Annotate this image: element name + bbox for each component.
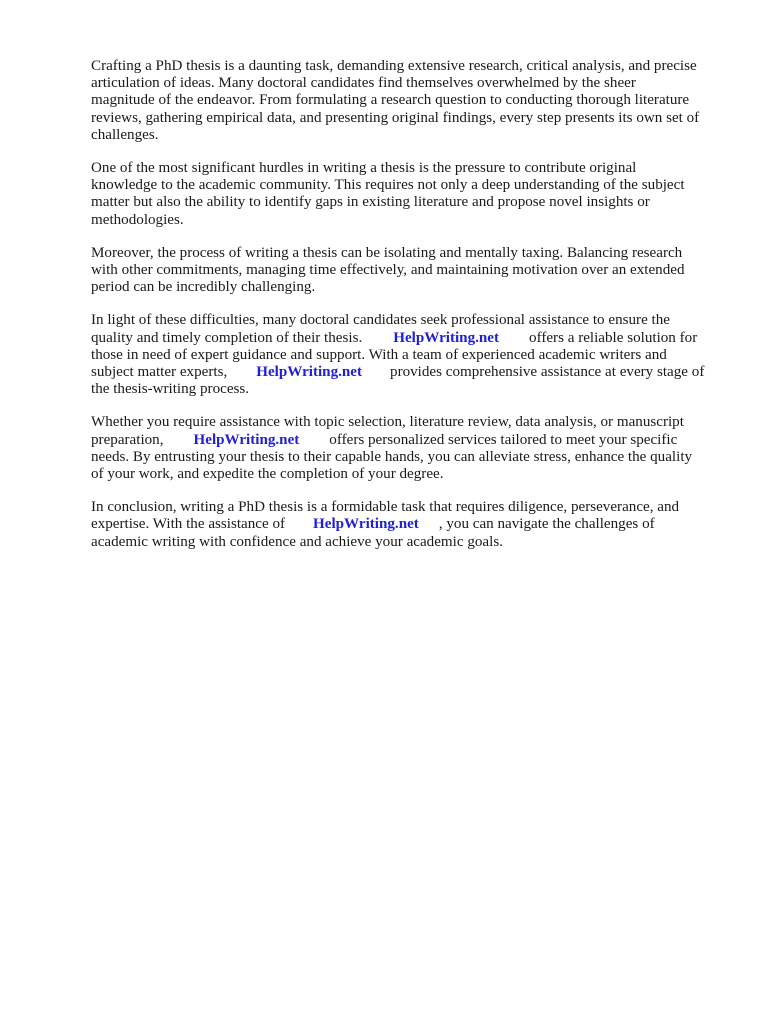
text-line: [91, 364, 721, 381]
text-line: Whether you require assistance with topic selection, literature review, data analysis, or manuscript: [91, 414, 684, 431]
text-segment: quality and timely completion of their thesis.: [91, 329, 363, 346]
helpwriting-link[interactable]: HelpWriting.net: [313, 516, 419, 533]
text-line: of your work, and expedite the completion of your degree.: [91, 466, 444, 483]
text-line: knowledge to the academic community. This requires not only a deep understanding of the subject: [91, 177, 685, 194]
text-line: methodologies.: [91, 211, 184, 228]
paragraph-services: [91, 414, 721, 483]
text-line: the thesis-writing process.: [91, 381, 250, 398]
text-line: academic writing with confidence and achieve your academic goals.: [91, 533, 503, 550]
text-segment: , you can navigate the challenges of: [438, 516, 655, 533]
text-segment: expertise. With the assistance of: [91, 516, 286, 533]
text-segment: offers a reliable solution for: [529, 329, 698, 346]
text-line: needs. By entrusting your thesis to their capable hands, you can alleviate stress, enhance the quality: [91, 448, 693, 465]
text-line: In conclusion, writing a PhD thesis is a formidable task that requires diligence, perseverance, and: [91, 499, 680, 516]
document-page: [91, 58, 721, 567]
text-line: magnitude of the endeavor. From formulating a research question to conducting thorough literature: [91, 92, 690, 109]
helpwriting-link[interactable]: HelpWriting.net: [193, 431, 300, 448]
text-segment: preparation,: [91, 431, 164, 448]
text-line: with other commitments, managing time effectively, and maintaining motivation over an extended: [91, 262, 685, 279]
helpwriting-link[interactable]: HelpWriting.net: [393, 329, 500, 346]
text-line: matter but also the ability to identify gaps in existing literature and propose novel insights or: [91, 194, 650, 211]
text-line: Moreover, the process of writing a thesis can be isolating and mentally taxing. Balancing research: [91, 244, 683, 261]
text-line: challenges.: [91, 126, 159, 143]
text-segment: offers personalized services tailored to meet your specific: [329, 431, 678, 448]
text-line: One of the most significant hurdles in writing a thesis is the pressure to contribute original: [91, 160, 637, 177]
text-line: period can be incredibly challenging.: [91, 279, 316, 296]
text-line: articulation of ideas. Many doctoral candidates find themselves overwhelmed by the sheer: [91, 75, 636, 92]
paragraph-assistance: [91, 312, 721, 398]
text-line: [91, 330, 721, 347]
helpwriting-link[interactable]: HelpWriting.net: [256, 364, 363, 381]
text-segment: provides comprehensive assistance at every stage of: [390, 364, 705, 381]
text-line: In light of these difficulties, many doctoral candidates seek professional assistance to ensure the: [91, 312, 670, 329]
text-line: Crafting a PhD thesis is a daunting task, demanding extensive research, critical analysis, and precise: [91, 58, 697, 74]
text-line: [91, 516, 721, 533]
paragraph-conclusion: [91, 499, 721, 551]
text-segment: subject matter experts,: [91, 364, 228, 381]
text-line: those in need of expert guidance and support. With a team of experienced academic writers and: [91, 346, 667, 363]
text-line: [91, 432, 721, 449]
paragraph-isolation: [91, 245, 721, 297]
paragraph-intro: [91, 58, 721, 144]
paragraph-hurdles: [91, 160, 721, 229]
text-line: reviews, gathering empirical data, and presenting original findings, every step presents its own set of: [91, 109, 700, 126]
